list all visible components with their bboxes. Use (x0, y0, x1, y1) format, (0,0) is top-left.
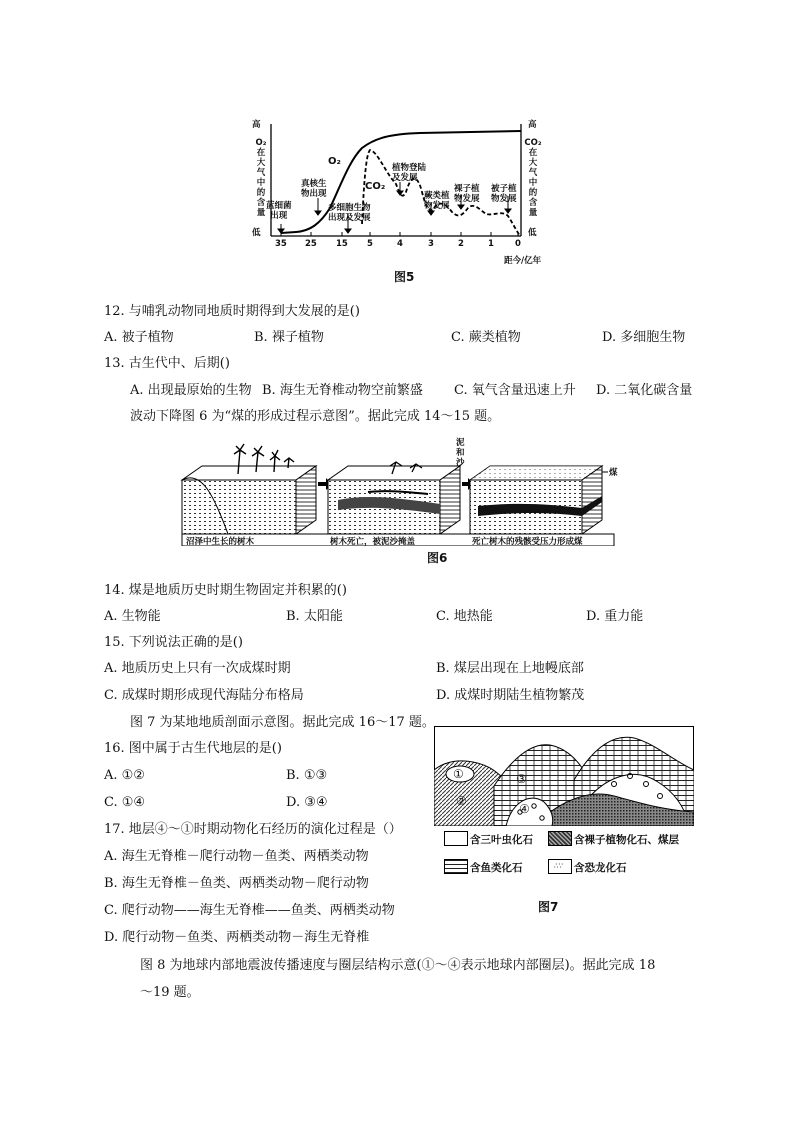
q14-option-d: D. 重力能 (586, 609, 644, 624)
q15-option-b: B. 煤层出现在上地幔底部 (436, 661, 584, 676)
q16-option-a: A. ①② (104, 768, 145, 783)
q15-option-a: A. 地质历史上只有一次成煤时期 (104, 661, 291, 676)
q17-option-d: D. 爬行动物－鱼类、两栖类动物－海生无脊椎 (104, 930, 370, 945)
fig6-block-2 (328, 462, 460, 534)
fig5-event-gymnosperms: 裸子植 物发展 (454, 184, 480, 204)
q12-stem: 12. 与哺乳动物同地质时期得到大发展的是() (104, 304, 360, 319)
fig7-layer-1: ① (453, 767, 464, 781)
legend-dinosaur: 含恐龙化石 (574, 862, 627, 874)
figure-6 (178, 436, 618, 546)
tick-label: 1 (488, 239, 494, 249)
fig6-mud-label: 泥 和 沙 (456, 438, 465, 468)
fig7-caption: 图7 (538, 900, 559, 914)
fig7-layer-3: ③ (516, 772, 527, 786)
fig7-layer-2: ② (456, 794, 467, 808)
legend-swatch-trilobite (444, 831, 468, 846)
q12-option-b: B. 裸子植物 (254, 330, 324, 345)
tick-label: 15 (336, 239, 348, 249)
q13-option-b: B. 海生无脊椎动物空前繁盛 (262, 383, 423, 398)
q16-option-b: B. ①③ (286, 768, 328, 783)
tick-label: 0 (515, 239, 521, 249)
fig6-block-1 (182, 444, 316, 534)
fig6-sub-1: 沼泽中生长的树木 (186, 537, 255, 547)
legend-gymnosperm: 含裸子植物化石、煤层 (574, 834, 679, 846)
q12-option-a: A. 被子植物 (104, 330, 174, 345)
fig5-tick-labels (250, 239, 550, 251)
fig5-event-multicellular: 多细胞生物 出现及发展 (328, 203, 371, 223)
tick-label: 35 (275, 239, 287, 249)
fig5-right-bottom: 低 (528, 228, 537, 238)
intro-fig8-line2: ～19 题。 (140, 985, 200, 1000)
tick-label: 5 (367, 239, 373, 249)
q14-option-c: C. 地热能 (436, 609, 493, 624)
intro-fig7: 图 7 为某地地质剖面示意图。据此完成 16～17 题。 (130, 715, 435, 730)
q17-option-c: C. 爬行动物——海生无脊椎——鱼类、两栖类动物 (104, 903, 395, 918)
legend-swatch-dinosaur: ∴∵ (548, 859, 572, 874)
fig5-right-top: 高 (528, 120, 537, 130)
fig5-right-title: CO₂ 在 大 气 中 的 含 量 (524, 138, 542, 218)
legend-swatch-gymnosperm (548, 831, 572, 846)
fig5-left-title: O₂ 在 大 气 中 的 含 量 (255, 138, 267, 218)
fig6-block-3 (470, 466, 602, 534)
fig7-legend (444, 831, 704, 877)
tick-label: 25 (305, 239, 317, 249)
fig5-event-angiosperms: 被子植 物发展 (491, 184, 517, 204)
fig5-event-eukaryote: 真核生 物出现 (301, 179, 327, 199)
q13-option-d: D. 二氧化碳含量 (596, 383, 693, 398)
fig5-left-bottom: 低 (252, 228, 261, 238)
fig5-event-land-plants: 植物登陆 及发展 (392, 163, 427, 183)
fig7-layer-4: ④ (519, 802, 530, 816)
fig6-caption: 图6 (427, 551, 448, 565)
fig5-left-top: 高 (252, 120, 261, 130)
intro-fig8-line1: 图 8 为地球内部地震波传播速度与圈层结构示意(①～④表示地球内部圈层)。据此完成 18 (140, 958, 656, 973)
fig6-coal-label: 煤 (609, 468, 618, 478)
q15-stem: 15. 下列说法正确的是() (104, 635, 243, 650)
fig5-caption: 图5 (394, 270, 415, 284)
q16-option-d: D. ③④ (286, 795, 328, 810)
fig5-event-cyanobacteria: 蓝细菌 出现 (266, 201, 292, 221)
fig5-co2-label: CO₂ (365, 181, 386, 192)
fig5-axis-unit: 距今/亿年 (504, 256, 542, 266)
fig6-sub-2: 树木死亡，被泥沙掩盖 (330, 537, 416, 547)
q13-option-a: A. 出现最原始的生物 (130, 383, 252, 398)
tick-label: 2 (458, 239, 464, 249)
q16-option-c: C. ①④ (104, 795, 146, 810)
q14-stem: 14. 煤是地质历史时期生物固定并积累的() (104, 583, 347, 598)
q12-option-d: D. 多细胞生物 (602, 330, 686, 345)
q15-option-c: C. 成煤时期形成现代海陆分布格局 (104, 688, 304, 703)
legend-trilobite: 含三叶虫化石 (470, 834, 533, 846)
fig6-sub-3: 死亡树木的残骸受压力形成煤 (472, 537, 583, 547)
q14-option-b: B. 太阳能 (286, 609, 343, 624)
q17-option-b: B. 海生无脊椎－鱼类、两栖类动物－爬行动物 (104, 876, 369, 891)
q15-option-d: D. 成煤时期陆生植物繁茂 (436, 688, 585, 703)
legend-fish: 含鱼类化石 (470, 862, 523, 874)
q14-option-a: A. 生物能 (104, 609, 161, 624)
q16-stem: 16. 图中属于古生代地层的是() (104, 741, 282, 756)
q13-continuation: 波动下降图 6 为“煤的形成过程示意图”。据此完成 14～15 题。 (130, 409, 501, 424)
q13-stem: 13. 古生代中、后期() (104, 356, 230, 371)
q12-option-c: C. 蕨类植物 (451, 330, 521, 345)
q17-stem: 17. 地层④～①时期动物化石经历的演化过程是（） (104, 822, 402, 837)
fig5-o2-label: O₂ (328, 156, 341, 167)
fig5-event-ferns: 蕨类植 物发展 (424, 191, 450, 211)
q17-option-a: A. 海生无脊椎－爬行动物－鱼类、两栖类动物 (104, 849, 369, 864)
tick-label: 4 (397, 239, 403, 249)
legend-swatch-fish (444, 859, 468, 874)
tick-label: 3 (428, 239, 434, 249)
figure-7 (434, 726, 694, 826)
q13-option-c: C. 氧气含量迅速上升 (454, 383, 576, 398)
